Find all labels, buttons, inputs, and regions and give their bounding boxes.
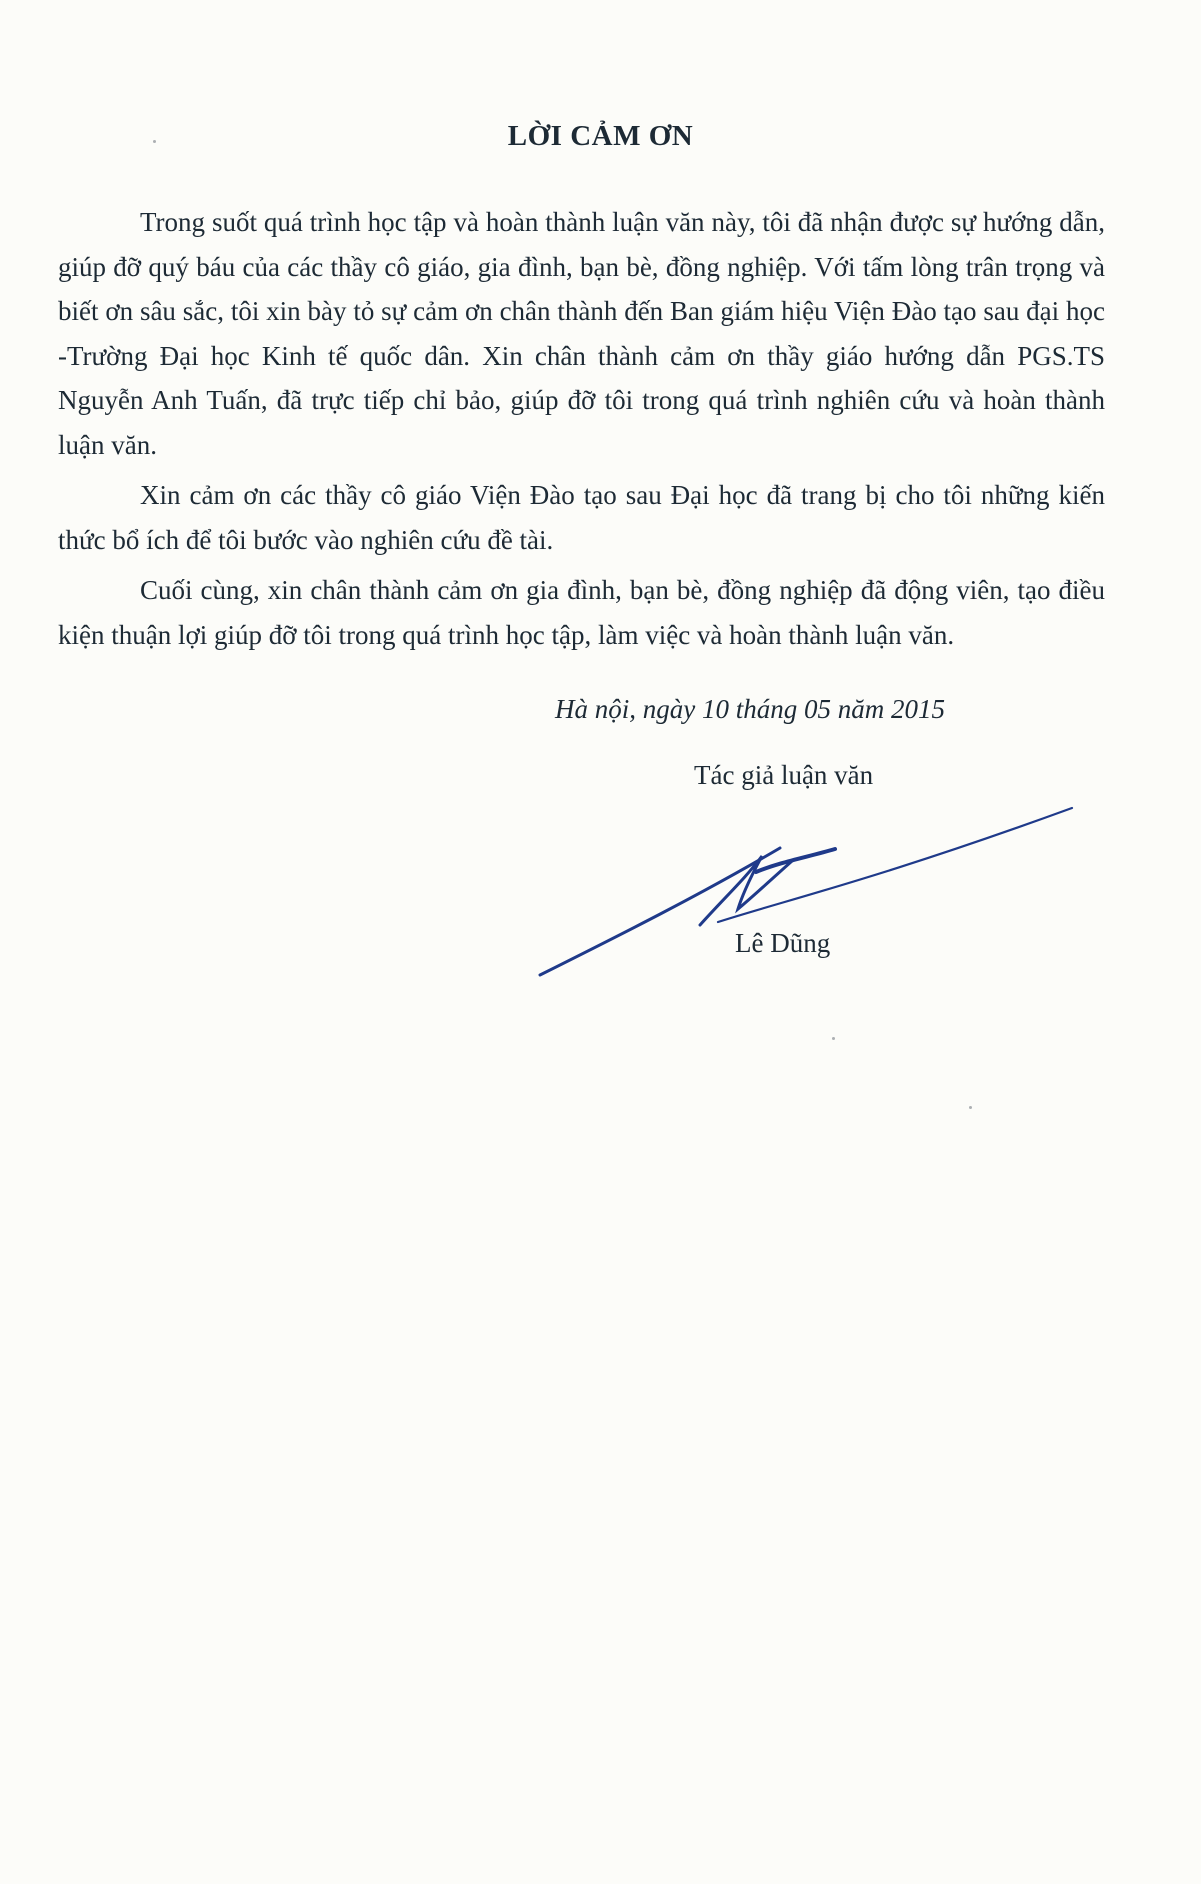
date-line: Hà nội, ngày 10 tháng 05 năm 2015 xyxy=(555,694,945,724)
author-name: Lê Dũng xyxy=(735,928,831,958)
acknowledgement-body xyxy=(58,200,1105,663)
signature-cross-stroke xyxy=(756,849,835,872)
scan-speck xyxy=(969,1106,972,1109)
handwritten-signature xyxy=(530,800,1090,990)
author-role: Tác giả luận văn xyxy=(694,760,874,790)
paragraph: Cuối cùng, xin chân thành cảm ơn gia đình, bạn bè, đồng nghiệp đã động viên, tạo điều kiện thuận lợi giúp đỡ tôi trong quá trình học tập, làm việc và hoàn thành luận văn. xyxy=(58,575,1105,650)
paragraph: Trong suốt quá trình học tập và hoàn thành luận văn này, tôi đã nhận được sự hướng dẫn, giúp đỡ quý báu của các thầy cô giáo, gia đình, bạn bè, đồng nghiệp. Với tấm lòng trân trọng và biết ơn sâu sắc, tôi xin bày tỏ sự cảm ơn chân thành đến Ban giám hiệu Viện Đào tạo sau đại học -Trường Đại học Kinh tế quốc dân. Xin chân thành cảm ơn thầy giáo hướng dẫn PGS.TS Nguyễn Anh Tuấn, đã trực tiếp chỉ bảo, giúp đỡ tôi trong quá trình nghiên cứu và hoàn thành luận văn. xyxy=(58,207,1105,460)
page-title: LỜI CẢM ƠN xyxy=(507,120,694,152)
scan-speck xyxy=(832,1037,835,1040)
paragraph: Xin cảm ơn các thầy cô giáo Viện Đào tạo sau Đại học đã trang bị cho tôi những kiến thức bổ ích để tôi bước vào nghiên cứu đề tài. xyxy=(58,480,1105,555)
